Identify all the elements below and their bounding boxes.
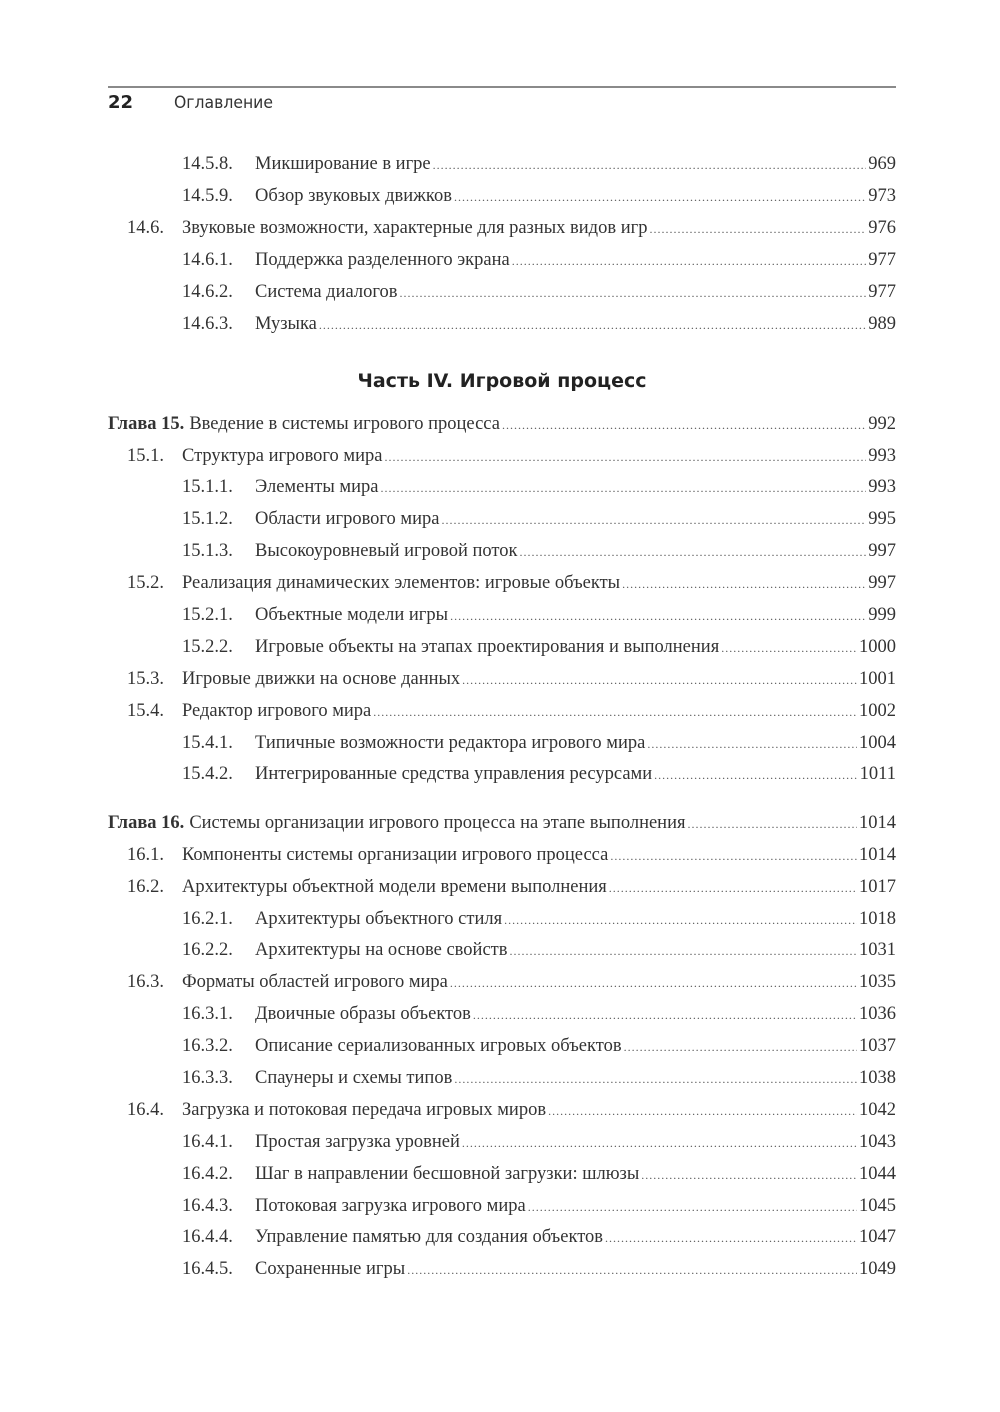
toc-entry[interactable] <box>108 509 896 537</box>
entry-page: 997 <box>868 541 896 561</box>
dot-leader <box>454 190 866 205</box>
entry-title: Интегрированные средства управления ресурсами <box>255 764 653 784</box>
entry-page: 1011 <box>859 764 896 784</box>
entry-title: Компоненты системы организации игрового процесса <box>182 845 609 865</box>
entry-page: 1001 <box>859 669 896 689</box>
dot-leader <box>528 1200 857 1215</box>
entry-number: 14.6.3. <box>182 314 233 334</box>
toc-entry[interactable] <box>108 218 896 246</box>
entry-page: 977 <box>868 250 896 270</box>
entry-page: 1035 <box>859 972 896 992</box>
chapter-page: 1014 <box>859 813 896 833</box>
entry-page: 1004 <box>859 733 896 753</box>
entry-number: 15.2.1. <box>182 605 233 625</box>
entry-number: 15.4.2. <box>182 764 233 784</box>
toc-entry[interactable] <box>108 637 896 665</box>
toc-entry[interactable] <box>108 669 896 697</box>
dot-leader <box>610 849 857 864</box>
entry-number: 16.2. <box>127 877 164 897</box>
entry-page: 989 <box>868 314 896 334</box>
dot-leader <box>454 1072 857 1087</box>
toc-entry[interactable] <box>108 605 896 633</box>
dot-leader <box>548 1104 857 1119</box>
dot-leader <box>654 768 858 783</box>
entry-number: 15.4.1. <box>182 733 233 753</box>
entry-title: Двоичные образы объектов <box>255 1004 471 1024</box>
dot-leader <box>442 513 867 528</box>
dot-leader <box>319 318 866 333</box>
running-title: Оглавление <box>174 93 273 113</box>
entry-number: 15.2. <box>127 573 164 593</box>
toc-entry[interactable] <box>108 154 896 182</box>
entry-page: 999 <box>868 605 896 625</box>
toc-entry[interactable] <box>108 909 896 937</box>
dot-leader <box>380 481 866 496</box>
entry-page: 995 <box>868 509 896 529</box>
entry-page: 993 <box>868 477 896 497</box>
entry-title: Поддержка разделенного экрана <box>255 250 510 270</box>
dot-leader <box>450 609 866 624</box>
entry-number: 14.6.1. <box>182 250 233 270</box>
entry-number: 16.4.4. <box>182 1227 233 1247</box>
entry-number: 16.3.2. <box>182 1036 233 1056</box>
dot-leader <box>641 1168 857 1183</box>
entry-title: Объектные модели игры <box>255 605 449 625</box>
entry-page: 973 <box>868 186 896 206</box>
entry-title: Шаг в направлении бесшовной загрузки: шлюзы <box>255 1164 640 1184</box>
entry-title: Структура игрового мира <box>182 446 383 466</box>
entry-number: 16.3.1. <box>182 1004 233 1024</box>
chapter-label: Глава 16. <box>108 813 185 833</box>
toc-entry[interactable] <box>108 446 896 474</box>
toc-chapter-heading[interactable] <box>108 414 896 442</box>
dot-leader <box>462 673 857 688</box>
entry-page: 1018 <box>859 909 896 929</box>
entry-number: 15.2.2. <box>182 637 233 657</box>
entry-title: Типичные возможности редактора игрового мира <box>255 733 646 753</box>
entry-number: 14.6.2. <box>182 282 233 302</box>
entry-title: Спаунеры и схемы типов <box>255 1068 453 1088</box>
entry-number: 14.6. <box>127 218 164 238</box>
toc-entry[interactable] <box>108 477 896 505</box>
chapter-title: Введение в системы игрового процесса <box>189 414 500 434</box>
entry-title: Описание сериализованных игровых объектов <box>255 1036 622 1056</box>
dot-leader <box>462 1136 857 1151</box>
entry-title: Звуковые возможности, характерные для разных видов игр <box>182 218 648 238</box>
part-title: Часть IV. Игровой процесс <box>357 370 647 392</box>
toc-entry[interactable] <box>108 1100 896 1128</box>
entry-number: 14.5.9. <box>182 186 233 206</box>
entry-title: Игровые движки на основе данных <box>182 669 461 689</box>
entry-number: 14.5.8. <box>182 154 233 174</box>
entry-number: 16.1. <box>127 845 164 865</box>
toc-chapter-heading[interactable] <box>108 813 896 841</box>
dot-leader <box>605 1231 857 1246</box>
entry-title: Загрузка и потоковая передача игровых миров <box>182 1100 547 1120</box>
toc-entry[interactable] <box>108 972 896 1000</box>
entry-number: 16.4. <box>127 1100 164 1120</box>
dot-leader <box>502 418 866 433</box>
header-rule <box>108 86 896 88</box>
toc-entry[interactable] <box>108 1004 896 1032</box>
dot-leader <box>509 944 857 959</box>
entry-title: Система диалогов <box>255 282 398 302</box>
toc-entry[interactable] <box>108 250 896 278</box>
entry-page: 1047 <box>859 1227 896 1247</box>
toc-entry[interactable] <box>108 764 896 792</box>
dot-leader <box>512 254 867 269</box>
entry-page: 1002 <box>859 701 896 721</box>
entry-title: Обзор звуковых движков <box>255 186 452 206</box>
entry-title: Архитектуры на основе свойств <box>255 940 508 960</box>
entry-title: Форматы областей игрового мира <box>182 972 448 992</box>
entry-number: 15.4. <box>127 701 164 721</box>
entry-number: 16.4.1. <box>182 1132 233 1152</box>
toc-entry[interactable] <box>108 1164 896 1192</box>
entry-page: 1017 <box>859 877 896 897</box>
entry-page: 1049 <box>859 1259 896 1279</box>
dot-leader <box>721 641 857 656</box>
entry-number: 15.1.3. <box>182 541 233 561</box>
dot-leader <box>473 1008 857 1023</box>
toc-entry[interactable] <box>108 1196 896 1224</box>
entry-number: 15.1.2. <box>182 509 233 529</box>
toc-entry[interactable] <box>108 1068 896 1096</box>
entry-number: 16.4.2. <box>182 1164 233 1184</box>
entry-page: 1042 <box>859 1100 896 1120</box>
entry-page: 976 <box>868 218 896 238</box>
entry-number: 16.3.3. <box>182 1068 233 1088</box>
entry-page: 1031 <box>859 940 896 960</box>
entry-number: 15.1.1. <box>182 477 233 497</box>
entry-page: 1045 <box>859 1196 896 1216</box>
entry-page: 1036 <box>859 1004 896 1024</box>
entry-number: 16.2.1. <box>182 909 233 929</box>
entry-title: Области игрового мира <box>255 509 440 529</box>
entry-page: 1044 <box>859 1164 896 1184</box>
page-number: 22 <box>108 92 134 113</box>
entry-page: 1038 <box>859 1068 896 1088</box>
entry-number: 15.1. <box>127 446 164 466</box>
toc-entry[interactable] <box>108 940 896 968</box>
dot-leader <box>433 158 867 173</box>
toc-entry[interactable] <box>108 1132 896 1160</box>
entry-title: Архитектуры объектного стиля <box>255 909 503 929</box>
dot-leader <box>385 450 867 465</box>
dot-leader <box>688 817 858 832</box>
entry-page: 1000 <box>859 637 896 657</box>
dot-leader <box>373 705 857 720</box>
toc-entry[interactable] <box>108 845 896 873</box>
entry-title: Игровые объекты на этапах проектирования и выполнения <box>255 637 720 657</box>
entry-page: 1043 <box>859 1132 896 1152</box>
toc-entry[interactable] <box>108 733 896 761</box>
entry-title: Элементы мира <box>255 477 379 497</box>
dot-leader <box>649 222 866 237</box>
dot-leader <box>622 577 866 592</box>
entry-title: Простая загрузка уровней <box>255 1132 460 1152</box>
entry-title: Сохраненные игры <box>255 1259 406 1279</box>
dot-leader <box>647 737 857 752</box>
toc-entry[interactable] <box>108 1259 896 1287</box>
dot-leader <box>399 286 866 301</box>
entry-number: 15.3. <box>127 669 164 689</box>
dot-leader <box>624 1040 857 1055</box>
entry-title: Архитектуры объектной модели времени выполнения <box>182 877 607 897</box>
dot-leader <box>519 545 866 560</box>
entry-title: Музыка <box>255 314 317 334</box>
dot-leader <box>450 976 857 991</box>
dot-leader <box>609 881 857 896</box>
entry-title: Редактор игрового мира <box>182 701 372 721</box>
entry-page: 1037 <box>859 1036 896 1056</box>
entry-title: Управление памятью для создания объектов <box>255 1227 604 1247</box>
entry-title: Потоковая загрузка игрового мира <box>255 1196 526 1216</box>
entry-title: Микширование в игре <box>255 154 431 174</box>
chapter-title: Системы организации игрового процесса на этапе выполнения <box>189 813 686 833</box>
toc-entry[interactable] <box>108 701 896 729</box>
chapter-page: 992 <box>868 414 896 434</box>
entry-number: 16.4.3. <box>182 1196 233 1216</box>
toc-entry[interactable] <box>108 541 896 569</box>
toc-entry[interactable] <box>108 314 896 342</box>
chapter-label: Глава 15. <box>108 414 185 434</box>
toc-entry[interactable] <box>108 1036 896 1064</box>
entry-title: Высокоуровневый игровой поток <box>255 541 518 561</box>
toc-entry[interactable] <box>108 1227 896 1255</box>
entry-number: 16.3. <box>127 972 164 992</box>
entry-page: 977 <box>868 282 896 302</box>
toc-entry[interactable] <box>108 573 896 601</box>
entry-page: 993 <box>868 446 896 466</box>
entry-page: 969 <box>868 154 896 174</box>
toc-entry[interactable] <box>108 186 896 214</box>
dot-leader <box>504 913 857 928</box>
entry-number: 16.4.5. <box>182 1259 233 1279</box>
toc-entry[interactable] <box>108 877 896 905</box>
entry-number: 16.2.2. <box>182 940 233 960</box>
dot-leader <box>407 1263 857 1278</box>
entry-page: 997 <box>868 573 896 593</box>
entry-page: 1014 <box>859 845 896 865</box>
entry-title: Реализация динамических элементов: игровые объекты <box>182 573 621 593</box>
toc-entry[interactable] <box>108 282 896 310</box>
